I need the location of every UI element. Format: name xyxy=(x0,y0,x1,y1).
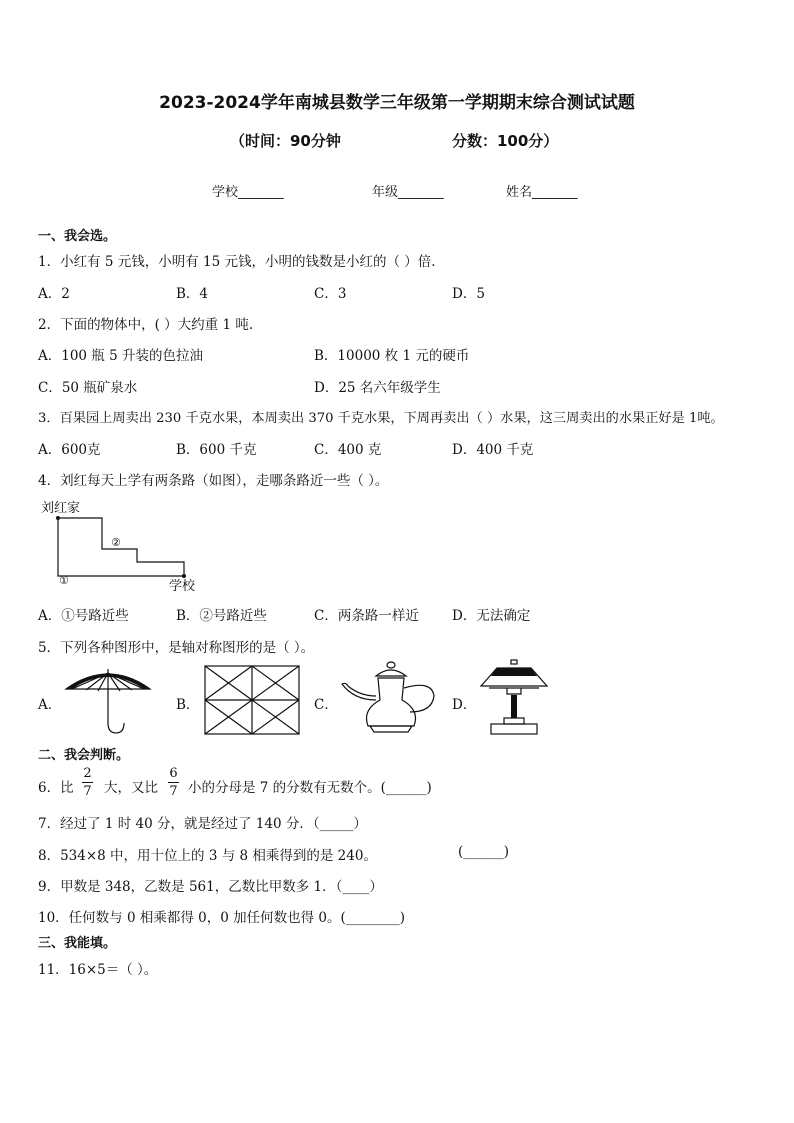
home-label: 刘红家 xyxy=(41,501,81,516)
q1-option-c[interactable]: C．3 xyxy=(314,286,347,302)
page-title: 2023-2024学年南城县数学三年级第一学期期末综合测试试题 xyxy=(159,93,635,113)
q2-option-b[interactable]: B．10000 枚 1 元的硬币 xyxy=(314,348,470,364)
teapot-icon xyxy=(340,660,438,738)
q1-option-d[interactable]: D．5 xyxy=(452,286,485,302)
section-heading-3: 三、我能填。 xyxy=(38,936,117,951)
question-8-blank[interactable]: (______) xyxy=(458,844,510,860)
q5-option-b[interactable]: B． xyxy=(176,697,200,713)
question-6-mid: 大，又比 xyxy=(104,780,158,796)
exam-score: 分数：100分） xyxy=(452,132,559,150)
question-6-prefix: 6．比 xyxy=(38,780,74,796)
school-dot xyxy=(182,574,186,578)
fraction-numerator: 6 xyxy=(169,766,178,781)
question-1: 1．小红有 5 元钱，小明有 15 元钱，小明的钱数是小红的（ ）倍. xyxy=(38,254,436,270)
q2-option-c[interactable]: C．50 瓶矿泉水 xyxy=(38,380,138,396)
question-6-suffix: 小的分母是 7 的分数有无数个。(______) xyxy=(188,780,432,796)
question-10: 10．任何数与 0 相乘都得 0，0 加任何数也得 0。(________) xyxy=(38,910,406,926)
route-2-label: ② xyxy=(111,536,121,549)
q2-option-a[interactable]: A．100 瓶 5 升装的色拉油 xyxy=(38,348,203,364)
question-8: 8．534×8 中，用十位上的 3 与 8 相乘得到的是 240。 xyxy=(38,848,377,864)
fraction-denominator: 7 xyxy=(169,784,178,799)
q5-option-c[interactable]: C． xyxy=(314,697,338,713)
question-3: 3．百果园上周卖出 230 千克水果，本周卖出 370 千克水果，下周再卖出（ ）水果，这三周卖出的水果正好是 1吨。 xyxy=(38,411,724,426)
question-5: 5．下列各种图形中，是轴对称图形的是（ ）。 xyxy=(38,640,315,656)
question-9: 9．甲数是 348，乙数是 561，乙数比甲数多 1．（____） xyxy=(38,879,383,895)
section-heading-2: 二、我会判断。 xyxy=(38,748,130,763)
lamp-icon xyxy=(477,658,551,738)
section-heading-1: 一、我会选。 xyxy=(38,229,117,244)
q4-option-b[interactable]: B．②号路近些 xyxy=(176,608,267,624)
school-field[interactable]: 学校_______ xyxy=(212,185,284,200)
q3-option-a[interactable]: A．600克 xyxy=(38,442,101,458)
umbrella-icon xyxy=(62,663,154,739)
fraction-6-7 xyxy=(168,766,179,799)
route-1-label: ① xyxy=(59,574,69,587)
pinwheel-icon xyxy=(203,664,301,736)
school-label: 学校 xyxy=(169,579,196,594)
q4-option-a[interactable]: A．①号路近些 xyxy=(38,608,129,624)
q1-option-b[interactable]: B．4 xyxy=(176,286,209,302)
q5-option-d[interactable]: D． xyxy=(452,697,477,713)
route-2-path xyxy=(58,518,184,576)
fraction-2-7 xyxy=(82,766,93,799)
q1-option-a[interactable]: A．2 xyxy=(38,286,70,302)
q5-option-a[interactable]: A． xyxy=(38,697,62,713)
exam-time: （时间：90分钟 xyxy=(230,132,341,150)
q2-option-d[interactable]: D．25 名六年级学生 xyxy=(314,380,441,396)
q4-option-c[interactable]: C．两条路一样近 xyxy=(314,608,419,624)
q3-option-d[interactable]: D．400 千克 xyxy=(452,442,534,458)
home-dot xyxy=(56,516,60,520)
route-1-path xyxy=(58,518,184,576)
q3-option-b[interactable]: B．600 千克 xyxy=(176,442,257,458)
question-4: 4．刘红每天上学有两条路（如图），走哪条路近一些（ ）。 xyxy=(38,473,389,489)
name-field[interactable]: 姓名_______ xyxy=(506,185,578,200)
fraction-numerator: 2 xyxy=(83,766,92,781)
fraction-denominator: 7 xyxy=(83,784,92,799)
question-2: 2．下面的物体中，( ）大约重 1 吨. xyxy=(38,317,254,333)
question-7: 7．经过了 1 时 40 分，就是经过了 140 分．（_____） xyxy=(38,816,367,832)
grade-field[interactable]: 年级_______ xyxy=(372,185,444,200)
q3-option-c[interactable]: C．400 克 xyxy=(314,442,382,458)
route-diagram xyxy=(38,498,208,594)
question-11: 11．16×5＝（ ）。 xyxy=(38,962,158,978)
q4-option-d[interactable]: D．无法确定 xyxy=(452,608,531,624)
